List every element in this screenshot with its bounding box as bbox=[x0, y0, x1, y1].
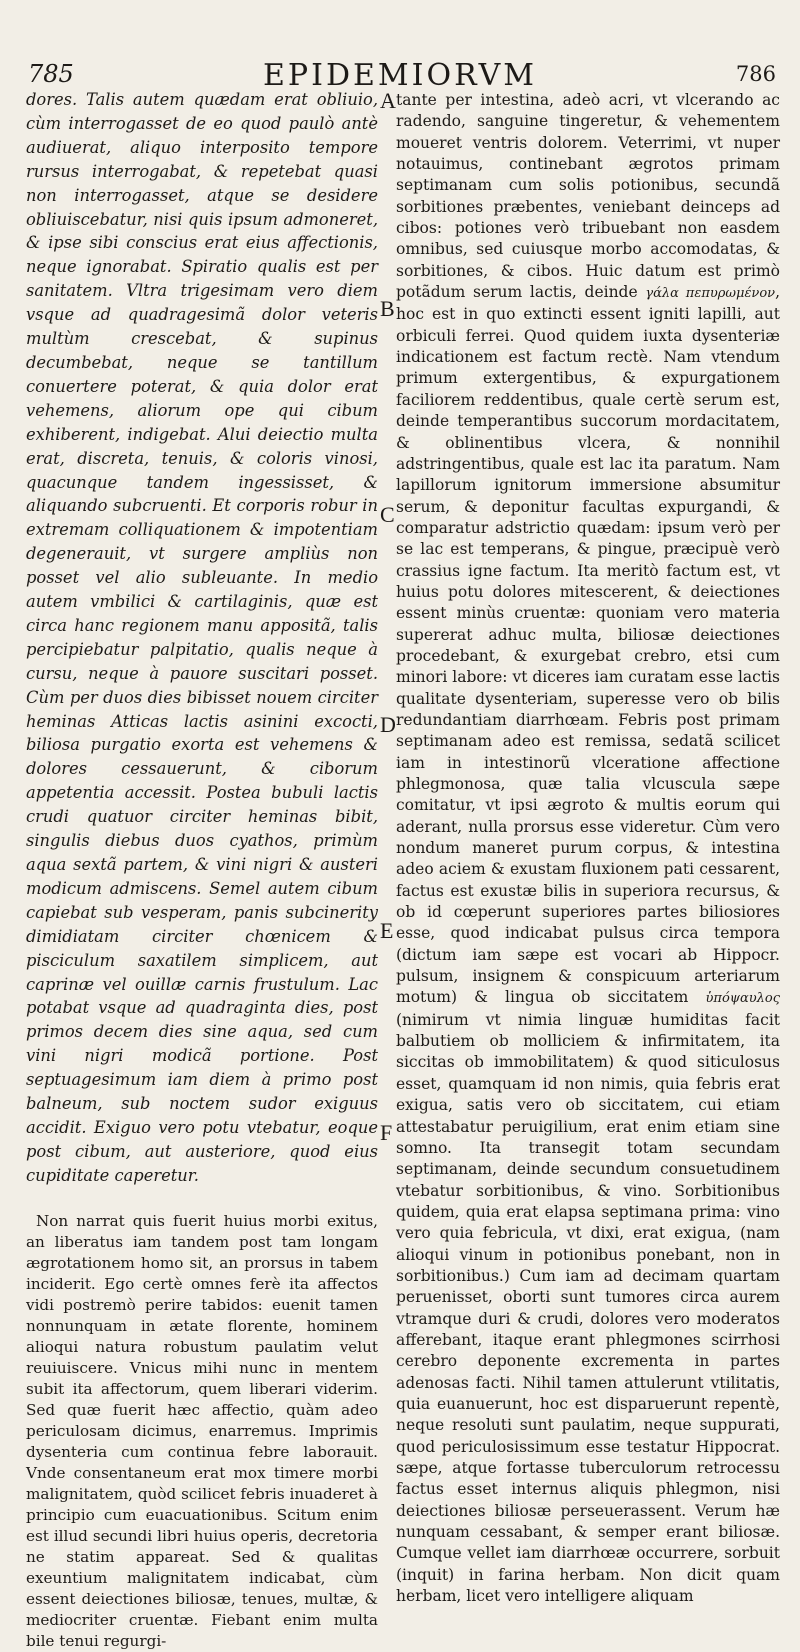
right-column bbox=[396, 90, 780, 1607]
margin-letter-c: C bbox=[380, 502, 395, 527]
commentary-continued bbox=[396, 90, 780, 1607]
margin-letter-d: D bbox=[380, 712, 396, 737]
margin-letter-f: F bbox=[380, 1120, 393, 1145]
running-title: EPIDEMIORVM bbox=[263, 58, 537, 93]
greek-term: γάλα πεπυρωμένον bbox=[645, 286, 776, 302]
margin-letter-a: A bbox=[380, 88, 396, 113]
commentary-part-2: , hoc est in quo extincti essent igniti lapilli, aut orbiculi ferrei. Quod quidem iuxta dysenteriæ indicationem est factum rectè. Nam vtendum primum extergentibus, & expurgationem faciliorem reddentibus, quale certè serum est, deinde temperantibus succorum mordacitatem, & oblinentibus vlcera, & nonnihil adstringentibus, quale est lac ita paratum. Nam lapillorum ignitorum immersione absumitur serum, & deponitur facultas expurgandi, & comparatur adstrictio quædam: ipsum verò per se lac est temperans, & pingue, præcipuè verò crassius igne factum. Ita meritò factum est, vt huius potu dolores mitescerent, & deiectiones essent minùs cruentæ: quoniam vero materia supererat adhuc multa, biliosæ deiectiones procedebant, & exurgebat crebro, etsi cum minori labore: vt diceres iam curatam esse lactis qualitate dysenteriam, superesse vero ob bilis redundantiam diarrhœam. Febris post primam septimanam adeo est remissa, sedatã scilicet iam in intestinorũ vlceratione affectione phlegmonosa, quæ talia vlcuscula sæpe comitatur, vt ipsi ægroto & multis eorum qui aderant, nulla prorsus esse videretur. Cùm vero nondum maneret purum corpus, & intestina adeo aciem & exustam fluxionem pati cessarent, factus est exustæ bilis in superiora recursus, & ob id cœperunt superiores partes biliosiores esse, quod indicabat pulsus circa tempora (dictum iam sæpe est vocari ab Hippocr. pulsum, insignem & conspicuum arteriarum motum) & lingua ob siccitatem bbox=[396, 283, 780, 1007]
page-number-right: 786 bbox=[735, 62, 776, 86]
page-number-left: 785 bbox=[28, 60, 74, 88]
margin-letter-b: B bbox=[380, 296, 395, 321]
commentary-part-1: tante per intestina, adeò acri, vt vlcerando ac radendo, sanguine tingeretur, & vehementem moueret ventris dolorem. Veterrimi, vt nuper notauimus, continebant ægrotos primam septimanam cum solis potionibus, secundã sorbitiones præbentes, veniebant deinceps ad cibos: potiones verò tribuebant non easdem omnibus, sed cuiusque morbo accomodatas, & sorbitiones, & cibos. Huic datum est primò potãdum serum lactis, deinde bbox=[396, 91, 780, 302]
left-column bbox=[26, 88, 378, 1652]
case-history-text: dores. Talis autem quædam erat obliuio, cùm interrogasset de eo quod paulò antè audiuerat, aliquo interposito tempore rursus interrogabat, & repetebat quasi non interrogasset, atque se desidere obliuiscebatur, nisi quis ipsum admoneret, & ipse sibi conscius erat eius affectionis, neque ignorabat. Spiratio qualis est per sanitatem. Vltra trigesimam vero diem vsque ad quadragesimã dolor veteris multùm crescebat, & supinus decumbebat, neque se tantillum conuertere poterat, & quia dolor erat vehemens, aliorum ope qui cibum exhiberent, indigebat. Alui deiectio multa erat, discreta, tenuis, & coloris vinosi, quacunque tandem ingessisset, & aliquando subcruenti. Et corporis robur in extremam colliquationem & impotentiam degenerauit, vt surgere ampliùs non posset vel alio subleuante. In medio autem vmbilici & cartilaginis, quæ est circa hanc regionem manu appositã, talis percipiebatur palpitatio, qualis neque à cursu, neque à pauore suscitari posset. Cùm per duos dies bibisset nouem circiter heminas Atticas lactis asinini excocti, biliosa purgatio exorta est vehemens & dolores cessauerunt, & ciborum appetentia accessit. Postea bubuli lactis crudi quatuor circiter heminas bibit, singulis diebus duos cyathos, primùm aqua sextã partem, & vini nigri & austeri modicum admiscens. Semel autem cibum capiebat sub vesperam, panis subcinerity dimidiatam circiter chœnicem & pisciculum saxatilem simplicem, aut caprinæ vel ouillæ carnis frustulum. Lac potabat vsque ad quadraginta dies, post primos decem dies sine aqua, sed cum vini nigri modicã portione. Post septuagesimum iam diem à primo post balneum, sub noctem sudor exiguus accidit. Exiguo vero potu vtebatur, eoque post cibum, aut austeriore, quod eius cupiditate caperetur. bbox=[26, 90, 378, 1185]
greek-term-2: ὑπόψαυλος bbox=[705, 991, 780, 1007]
commentary-text: Non narrat quis fuerit huius morbi exitus, an liberatus iam tandem post tam longam ægrotationem homo sit, an prorsus in tabem inciderit. Ego certè omnes ferè ita affectos vidi postremò perire tabidos: euenit tamen nonnunquam in ætate florente, hominem alioqui natura robustum paulatim velut reuiuiscere. Vnicus mihi nunc in mentem subit ita affectorum, quem liberari viderim. Sed quæ fuerit hæc affectio, quàm adeo periculosam dicimus, enarremus. Imprimis dysenteria cum continua febre laborauit. Vnde consentaneum erat mox timere morbi malignitatem, quòd scilicet febris inuaderet à principio cum euacuationibus. Scitum enim est illud secundi libri huius operis, decretoria ne statim appareat. Sed & qualitas exeuntium malignitatem indicabat, cùm essent deiectiones biliosæ, tenues, multæ, & mediocriter cruentæ. Fiebant enim multa bile tenui regurgi- bbox=[26, 1211, 378, 1650]
margin-letter-e: E bbox=[380, 918, 394, 943]
commentary-part-3: (nimirum vt nimia linguæ humiditas facit balbutiem ob molliciem & infirmitatem, ita siccitas ob immobilitatem) & quod siticulosus esset, quamquam id non nimis, quia febris erat exigua, satis vero ob siccitatem, cui etiam attestabatur peruigilium, erat enim etiam sine somno. Ita transegit totam secundam septimanam, deinde secundum consuetudinem vtebatur sorbitionibus, & vino. Sorbitionibus quidem, quia erat elapsa septimana prima: vino vero quia febricula, vt dixi, erat exigua, (nam alioqui vinum in potionibus ponebant, non in sorbitionibus.) Cum iam ad decimam quartam peruenisset, oborti sunt tumores circa aurem vtramque duri & crudi, dolores vero moderatos afferebant, itaque erant phlegmones scirrhosi cerebro deponente excrementa in partes adenosas facti. Nihil tamen attulerunt vtilitatis, quia euanuerunt, hoc est disparuerunt repentè, neque resoluti sunt paulatim, neque suppurati, quod periculosissimum esse testatur Hippocrat. sæpe, atque fortasse tuberculorum retrocessu factus esset internus aliquis phlegmon, nisi deiectiones biliosæ perseuerassent. Verum hæ nunquam cessabant, & semper erant biliosæ. Cumque vellet iam diarrhœæ occurrere, sorbuit (inquit) in farina herbam. Non dicit quam herbam, licet vero intelligere aliquam bbox=[396, 1010, 780, 1606]
